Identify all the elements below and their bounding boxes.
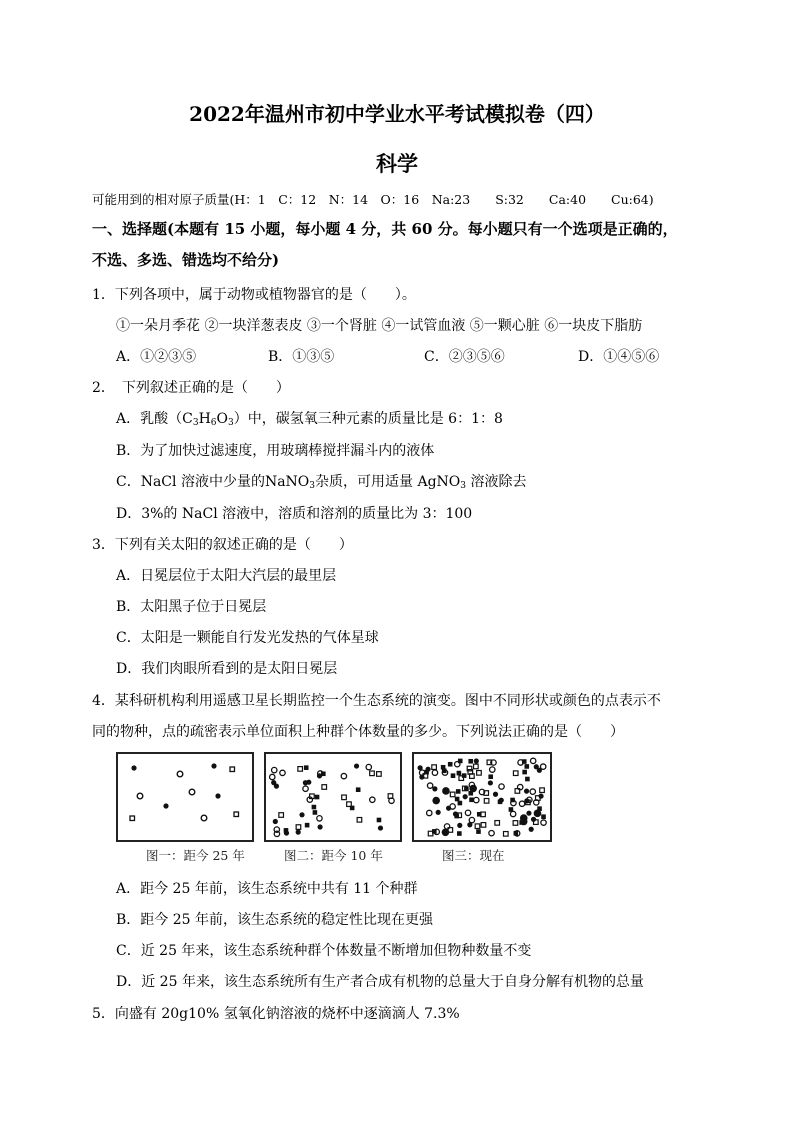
q1-option-c: C．②③⑤⑥ — [424, 349, 505, 365]
species-dot — [419, 774, 424, 779]
species-dot — [317, 824, 322, 829]
species-dot — [296, 825, 301, 830]
species-dot — [488, 774, 493, 779]
species-dot — [488, 780, 493, 785]
species-dot — [540, 788, 545, 793]
species-dot — [317, 773, 322, 778]
species-dot — [425, 767, 430, 772]
species-dot — [524, 764, 529, 769]
species-dot — [444, 824, 449, 829]
species-dot — [366, 764, 371, 769]
species-dot — [531, 817, 536, 822]
figure-3-caption: 图三：现在 — [442, 848, 505, 863]
species-dot — [490, 767, 495, 772]
species-dot — [477, 771, 482, 776]
species-dot — [303, 780, 308, 785]
q4-option-d: D．近 25 年来，该生态系统所有生产者合成有机物的总量大于自身分解有机物的总量 — [116, 974, 644, 990]
species-dot — [356, 787, 361, 792]
species-dot — [377, 772, 382, 777]
q3-option-d: D．我们肉眼所看到的是太阳日冕层 — [116, 661, 338, 677]
species-dot — [467, 822, 472, 827]
species-dot — [458, 801, 463, 806]
species-dot — [296, 830, 301, 835]
species-dot — [510, 811, 515, 816]
species-dot — [451, 773, 456, 778]
species-dot — [273, 819, 278, 824]
species-dot — [315, 795, 320, 800]
species-dot — [469, 817, 474, 822]
q1-option-b: B．①③⑤ — [268, 349, 335, 365]
atomic-mass-note: 可能用到的相对原子质量(H：1 C：12 N：14 O：16 Na:23 S:32 Ca:40 Cu:64) — [92, 192, 654, 207]
figure-1-caption: 图一：距今 25 年 — [146, 848, 245, 863]
q4-option-c: C．近 25 年来，该生态系统种群个体数量不断增加但物种数量不变 — [116, 943, 532, 959]
species-dot — [530, 758, 535, 763]
figure-2-panel — [264, 752, 402, 842]
species-dot — [303, 786, 308, 791]
species-dot — [450, 792, 455, 797]
species-dot — [304, 765, 309, 770]
species-dot — [312, 805, 317, 810]
species-dot — [274, 784, 279, 789]
species-dot — [427, 810, 432, 815]
q4-stem-line2: 同的物种，点的疏密表示单位面积上种群个体数量的多少。下列说法正确的是（ ） — [92, 724, 624, 740]
species-dot — [457, 831, 462, 836]
q4-option-b: B．距今 25 年前，该生态系统的稳定性比现在更强 — [116, 912, 434, 928]
q1-option-d: D．①④⑤⑥ — [578, 349, 660, 365]
species-dot — [354, 763, 359, 768]
q4-option-a: A．距今 25 年前，该生态系统中共有 11 个种群 — [116, 881, 418, 897]
species-dot — [495, 821, 500, 826]
species-dot — [455, 761, 460, 766]
species-dot — [465, 810, 470, 815]
species-dot — [298, 767, 303, 772]
species-dot — [537, 806, 542, 811]
species-dot — [541, 814, 546, 819]
species-dot — [540, 764, 545, 769]
q3-option-c: C．太阳是一颗能自行发光发热的气体星球 — [116, 630, 379, 646]
subject-title: 科学 — [376, 151, 418, 176]
q2-option-b: B．为了加快过滤速度，用玻璃棒搅拌漏斗内的液体 — [116, 443, 435, 459]
q1-option-a: A．①②③⑤ — [116, 349, 197, 365]
species-dot — [513, 821, 518, 826]
species-dot — [317, 816, 322, 821]
species-dot — [377, 818, 382, 823]
species-dot — [455, 797, 460, 802]
figure-3-dots — [414, 754, 550, 840]
species-dot — [519, 820, 524, 825]
species-dot — [442, 828, 450, 836]
species-dot — [270, 774, 275, 779]
species-dot — [538, 794, 543, 799]
q1-stem: 1．下列各项中，属于动物或植物器官的是（ ）。 — [92, 287, 416, 303]
q1-items: ①一朵月季花 ②一块洋葱表皮 ③一个肾脏 ④一试管血液 ⑤一颗心脏 ⑥一块皮下脂肪 — [116, 318, 643, 334]
species-dot — [448, 762, 453, 767]
q3-option-b: B．太阳黑子位于日冕层 — [116, 599, 267, 615]
figure-1-panel — [116, 752, 254, 842]
species-dot — [468, 759, 473, 764]
q4-stem-line1: 4．某科研机构利用遥感卫星长期监控一个生态系统的演变。图中不同形状或颜色的点表示不 — [92, 693, 661, 709]
species-dot — [499, 784, 504, 789]
species-dot — [529, 827, 534, 832]
species-dot — [481, 823, 486, 828]
species-dot — [432, 797, 440, 805]
species-dot — [463, 794, 468, 799]
species-dot — [442, 787, 450, 795]
species-dot — [526, 811, 531, 816]
species-dot — [418, 765, 423, 770]
figure-2-dots — [266, 754, 400, 840]
species-dot — [427, 783, 432, 788]
figure-2-caption: 图二：距今 10 年 — [284, 848, 383, 863]
species-dot — [498, 800, 503, 805]
q2-option-a: A．乳酸$(C_3H_6O_3)$中，碳氢氧三种元素的质量比是 6：1：8 — [116, 411, 503, 428]
species-dot — [493, 792, 498, 797]
species-dot — [522, 759, 527, 764]
species-dot — [519, 801, 524, 806]
species-dot — [341, 773, 346, 778]
q2-option-d: D．3%的 NaCl 溶液中，溶质和溶剂的质量比为 3：100 — [116, 506, 473, 522]
species-dot — [305, 823, 310, 828]
species-dot — [342, 795, 347, 800]
figure-3-panel — [412, 752, 552, 842]
species-dot — [524, 789, 529, 794]
species-dot — [525, 777, 530, 782]
q3-stem: 3．下列有关太阳的叙述正确的是（ ） — [92, 537, 353, 553]
species-dot — [457, 771, 462, 776]
species-dot — [503, 832, 508, 837]
species-dot — [534, 764, 539, 769]
species-dot — [476, 829, 481, 834]
section-heading-line2: 不选、多选、错选均不给分) — [92, 251, 280, 269]
species-dot — [474, 797, 479, 802]
species-dot — [484, 799, 489, 804]
species-dot — [530, 789, 535, 794]
species-dot — [370, 797, 375, 802]
species-dot — [272, 767, 277, 772]
species-dot — [477, 812, 482, 817]
species-dot — [456, 789, 461, 794]
q5-stem: 5．向盛有 20g10% 氢氧化钠溶液的烧杯中逐滴滴人 7.3% — [92, 1006, 460, 1022]
species-dot — [509, 807, 514, 812]
species-dot — [474, 758, 479, 763]
exam-title: 2022年温州市初中学业水平考试模拟卷（四） — [189, 102, 605, 126]
species-dot — [541, 820, 546, 825]
species-dot — [279, 813, 284, 818]
species-dot — [284, 828, 289, 833]
species-dot — [441, 765, 446, 770]
species-dot — [457, 823, 462, 828]
species-dot — [322, 785, 327, 790]
species-dot — [299, 812, 304, 817]
species-dot — [432, 770, 437, 775]
species-dot — [513, 771, 518, 776]
species-dot — [432, 765, 437, 770]
species-dot — [436, 810, 441, 815]
q2-stem: 2． 下列叙述正确的是（ ） — [92, 380, 290, 396]
species-dot — [350, 806, 355, 811]
species-dot — [313, 810, 318, 815]
species-dot — [357, 818, 362, 823]
section-heading-line1: 一、选择题(本题有 15 小题，每小题 4 分，共 60 分。每小题只有一个选项是正确的， — [92, 220, 678, 238]
species-dot — [474, 764, 479, 769]
q2-option-c: C．NaCl 溶液中少量的NaNO$_3$杂质，可用适量 AgNO$_3$ 溶液除去 — [116, 474, 527, 491]
q3-option-a: A．日冕层位于太阳大汽层的最里层 — [116, 568, 337, 584]
species-dot — [370, 771, 375, 776]
species-dot — [468, 791, 473, 796]
species-dot — [280, 770, 285, 775]
species-dot — [450, 804, 455, 809]
species-dot — [522, 770, 527, 775]
figure-1-dots — [118, 754, 252, 840]
species-dot — [378, 825, 383, 830]
species-dot — [475, 824, 480, 829]
species-dot — [489, 830, 494, 835]
